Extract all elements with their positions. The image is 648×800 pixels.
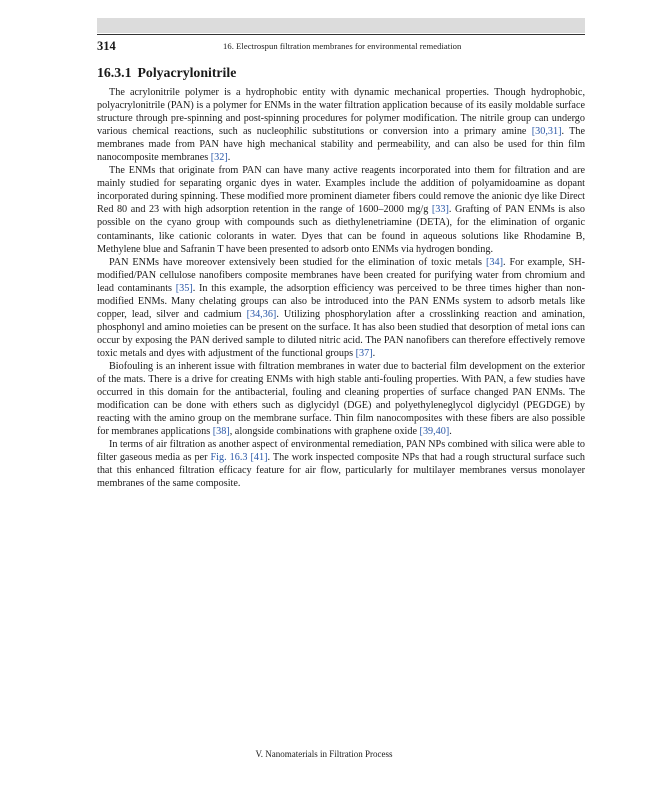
page-header xyxy=(97,38,585,54)
paragraph-text: . xyxy=(372,347,376,359)
citation-link[interactable]: [38] xyxy=(212,426,230,438)
header-band xyxy=(97,18,585,33)
paragraph-text: . In this example, the adsorption efficiency was perceived to be three times higher than non-modified ENMs. Many chelating groups can also be introduced into the PAN ENMs system to adsorb metals like copper, lead, silver and cadmium xyxy=(97,282,585,320)
paragraph-text: . Utilizing phosphorylation after a crosslinking reaction and amination, phosphonyl and amino moieties can be present on the surface. It has also been studied that desorption of metal ions can occur by exposing the PAN derived sample to diluted nitric acid. The PAN nanofibers can therefore effectively remove toxic metals and dyes with adjustment of the functional groups xyxy=(97,308,586,359)
paragraph-text: . Grafting of PAN ENMs is also possible on the cyano group with compounds such as diethylenetriamine (DETA), for the elimination of organic contaminants, like cationic colorants in water. Dyes that can be found in aqueous solutions like Rhodamine B, Methylene blue and Safranin T have been presented to adsorb onto ENMs via hydrogen bonding. xyxy=(97,204,585,255)
section-title: Polyacrylonitrile xyxy=(137,65,237,80)
paragraph xyxy=(97,360,585,438)
paragraph xyxy=(97,438,585,490)
paragraph-text: . The membranes made from PAN have high mechanical stability and permeability, and can also be used for thin film nanocomposite membranes xyxy=(97,126,585,164)
citation-link[interactable]: [34,36] xyxy=(246,308,277,320)
paragraph-text: In terms of air filtration as another aspect of environmental remediation, PAN NPs combined with silica were able to filter gaseous media as per xyxy=(97,439,585,464)
section-heading xyxy=(97,64,585,82)
paragraph xyxy=(97,86,585,164)
citation-link[interactable]: [41] xyxy=(250,452,268,464)
citation-link[interactable]: [39,40] xyxy=(419,426,450,438)
page-footer: V. Nanomaterials in Filtration Process xyxy=(255,749,393,759)
paragraph-text: . xyxy=(227,152,231,164)
paragraph-text: , alongside combinations with graphene oxide xyxy=(229,426,420,438)
citation-link[interactable]: Fig. 16.3 xyxy=(210,452,248,464)
running-head: 16. Electrospun filtration membranes for environmental remediation xyxy=(223,41,462,51)
paragraph-text: The acrylonitrile polymer is a hydrophobic entity with dynamic mechanical properties. Though hydrophobic, polyacrylonitrile (PAN) is a polymer for ENMs in the water filtration application because of its easily moldable surface structure through pre-spinning and post-spinning procedures for polymer modification. The nitrile group can undergo various chemical reactions, such as nucleophilic substitutions or conversion into a primary amine xyxy=(97,87,585,138)
paragraph-text: The ENMs that originate from PAN can have many active reagents incorporated into them for filtration and are mainly studied for separating organic dyes in water. Examples include the addition of polyamidoamine as dopant incorporated during spinning. These modified more prominent diameter fibers could remove the anionic dye like Direct Red 80 and 23 with high adsorption retention in the range of 1600–2000 mg/g xyxy=(97,165,585,216)
citation-link[interactable]: [32] xyxy=(210,152,228,164)
citation-link[interactable]: [30,31] xyxy=(531,126,562,138)
paragraph-text: PAN ENMs have moreover extensively been studied for the elimination of toxic metals xyxy=(109,256,486,268)
section-number: 16.3.1 xyxy=(97,65,132,80)
paragraph xyxy=(97,256,585,360)
paragraph xyxy=(97,164,585,255)
paragraph-text: . xyxy=(449,426,452,438)
paragraph-text: Biofouling is an inherent issue with filtration membranes in water due to bacterial film development on the exterior of the mats. There is a drive for creating ENMs with high stable anti-fouling properties. With PAN, a few studies have occurred in this domain for the antibacterial, fouling and cleaning properties of surface changed PAN ENMs. The modification can be done with ethers such as diglycidyl (DGE) and polyethyleneglycol diglycidyl (PEGDGE) by reacting with the amino group on the membrane surface. Thin film nanocomposites with these fibers are also possible for membranes applications xyxy=(97,360,585,438)
paragraph-text: . The work inspected composite NPs that had a rough structural surface such that this enhanced filtration efficacy feature for air flow, particularly for multilayer membranes versus monolayer membranes of the same composite. xyxy=(97,452,585,490)
paragraph-text: . For example, SH-modified/PAN cellulose nanofibers composite membranes have been created for purifying water from chromium and lead contaminants xyxy=(97,256,586,294)
citation-link[interactable]: [33] xyxy=(431,204,449,216)
page-number: 314 xyxy=(97,39,116,53)
header-rule xyxy=(97,34,585,35)
citation-link[interactable]: [37] xyxy=(355,347,373,359)
citation-link[interactable]: [34] xyxy=(485,256,503,268)
body-text xyxy=(97,86,585,490)
citation-link[interactable]: [35] xyxy=(175,282,193,294)
